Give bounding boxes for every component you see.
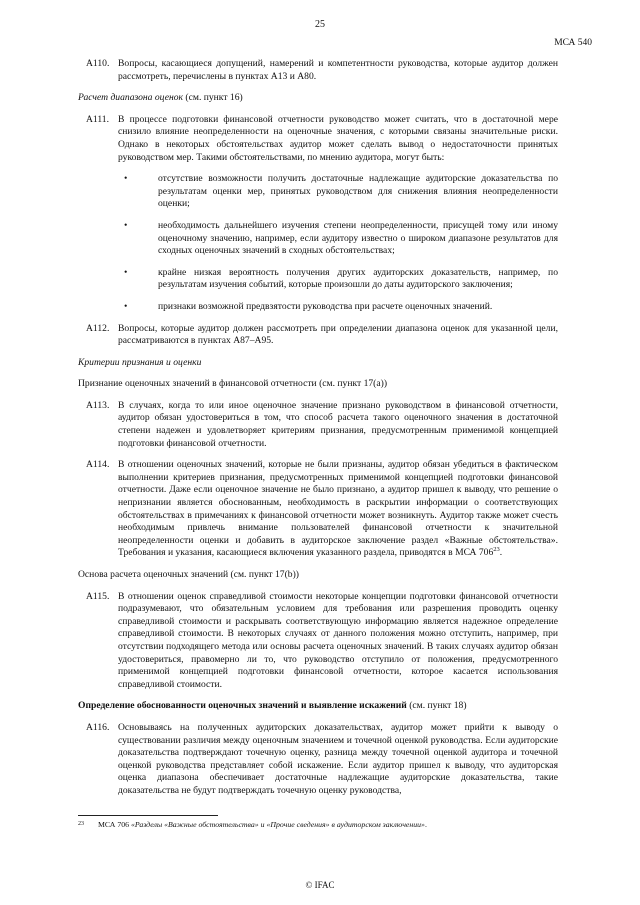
paragraph-number: A115. [86,590,110,602]
paragraph-text: В случаях, когда то или иное оценочное значение признано руководством в финансовой отчетности, аудитор обязан удостовериться в том, что способ расчета такого оценочного значения в достаточной степени надежен и удовлетворяет критериям признания, предусмотренным применимой концепцией подготовки финансовой отчетности. [118,399,558,449]
standard-code: МСА 540 [554,38,592,48]
paragraph-a115 [78,591,558,692]
bullet-icon: • [124,300,128,312]
section-heading-range [78,92,558,105]
list-item [118,267,558,292]
list-item [118,173,558,211]
subsection-heading-basis: Основа расчета оценочных значений (см. пункт 17(b)) [78,569,299,580]
bullet-icon: • [124,173,128,185]
list-item [118,220,558,258]
bullet-list [118,173,558,313]
paragraph-number: A114. [86,459,110,471]
subsection-heading-recognition: Признание оценочных значений в финансовой отчетности (см. пункт 17(a)) [78,378,388,390]
paragraph-a116 [78,722,558,798]
section-heading-criteria: Критерии признания и оценки [78,356,202,368]
list-item-text: необходимость дальнейшего изучения степени неопределенности, присущей тому или иному оценочному значению, например, если аудитору известно о широком диапазоне результатов для сходных оценочных значений в сходных обстоятельствах; [158,219,558,257]
page-number: 25 [315,19,325,30]
paragraph-text: В отношении оценочных значений, которые не были признаны, аудитор обязан убедиться в фактическом выполнении критериев признания, предусмотренных применимой концепцией подготовки финансовой отчетности. Даже если оценочное значение не было признано, а аудитор пришел к выводу, что решение о непризнании является обоснованным, необходимость в раскрытии информации о соответствующих обстоятельствах в примечаниях к финансовой отчетности может возникнуть. Аудитор также может счесть необходимым привлечь внимание пользователей финансовой отчетности к значительной неопределенности оценки и добавить в аудиторское заключение раздел «Важные обстоятельства». Требования и указания, касающиеся включения указанного раздела, приводятся в МСА 706 [118,459,558,559]
paragraph-number: A111. [86,113,110,125]
heading-reference: (см. пункт 16) [183,92,243,104]
list-item [118,301,558,314]
footnote-divider [78,815,218,816]
heading-bold-text: Определение обоснованности оценочных значений и выявление искажений [78,700,407,712]
paragraph-a114 [78,459,558,560]
list-item-text: признаки возможной предвзятости руководства при расчете оценочных значений. [158,300,493,312]
footnote-title: «Разделы «Важные обстоятельства» и «Прочие сведения» в аудиторском заключении» [130,820,425,829]
paragraph-number: A113. [86,399,110,411]
document-body [78,58,558,807]
paragraph-text: Вопросы, касающиеся допущений, намерений и компетентности руководства, которые аудитор должен рассмотреть, перечислены в пунктах A13 и A80. [118,58,558,82]
paragraph-text: В отношении оценок справедливой стоимости некоторые концепции подготовки финансовой отчетности подразумевают, что обязательным условием для требования или разрешения проводить оценку справедливой стоимости и раскрывать соответствующую информацию является надежное определение справедливой стоимости. В некоторых случаях от данного положения можно отступить, например, при отсутствии подходящего метода или основы расчета оценочных значений. В таких случаях аудитор обязан удостовериться, правомерно ли то, что руководство отступило от положения, предусмотренного применимой концепцией подготовки финансовой отчетности, которое касается использования справедливой стоимости. [118,590,558,690]
paragraph-text-end: . [499,547,503,559]
paragraph-number: A112. [86,322,110,334]
footnote-mark: 23 [78,821,84,827]
paragraph-text: Вопросы, которые аудитор должен рассмотреть при определении диапазона оценок для указанной цели, рассматриваются в пунктах A87–A95. [118,322,558,347]
list-item-text: отсутствие возможности получить достаточные надлежащие аудиторские доказательства по результатам оценки мер, принятых руководством для снижения влияния неопределенности оценки; [158,173,558,210]
footnote-reference[interactable]: 23 [493,546,500,554]
section-heading-reasonableness [78,700,558,713]
footnote-suffix: . [424,820,427,829]
paragraph-text: Основываясь на полученных аудиторских доказательствах, аудитор может прийти к выводу о существовании различия между оценочным значением и точечной оценкой руководства. Если аудиторские доказательства подтверждают точечную оценку, разница между точечной оценкой аудитора и точечной оценкой руководства представляет собой искажение. Если аудитор пришел к выводу, что аудиторская оценка диапазона обеспечивает достаточные надлежащие аудиторские доказательства, такие доказательства не будут подтверждать точечную оценку руководства, [118,721,558,796]
list-item-text: крайне низкая вероятность получения других аудиторских доказательств, например, по результатам изучения событий, которые произошли до даты аудиторского заключения; [158,266,558,291]
footnote [78,820,558,831]
heading-italic-text: Расчет диапазона оценок [78,92,184,104]
bullet-icon: • [124,266,128,278]
paragraph-a111 [78,114,558,314]
paragraph-number: A110. [86,58,110,69]
paragraph-a113 [78,400,558,450]
paragraph-text: В процессе подготовки финансовой отчетности руководство может считать, что в достаточной мере снизило влияние неопределенности на оценочные значения, с которыми связаны значительные риски. Однако в некоторых обстоятельствах аудитор может сделать вывод о недостаточности принятых руководством мер. Такими обстоятельствами, по мнению аудитора, могут быть: [118,113,558,163]
bullet-icon: • [124,219,128,231]
copyright-footer: © IFAC [305,880,335,890]
paragraph-number: A116. [86,721,110,733]
paragraph-a112 [78,323,558,348]
footnote-prefix: МСА 706 [98,820,131,829]
heading-reference: (см. пункт 18) [406,700,467,712]
paragraph-a110 [78,58,558,83]
